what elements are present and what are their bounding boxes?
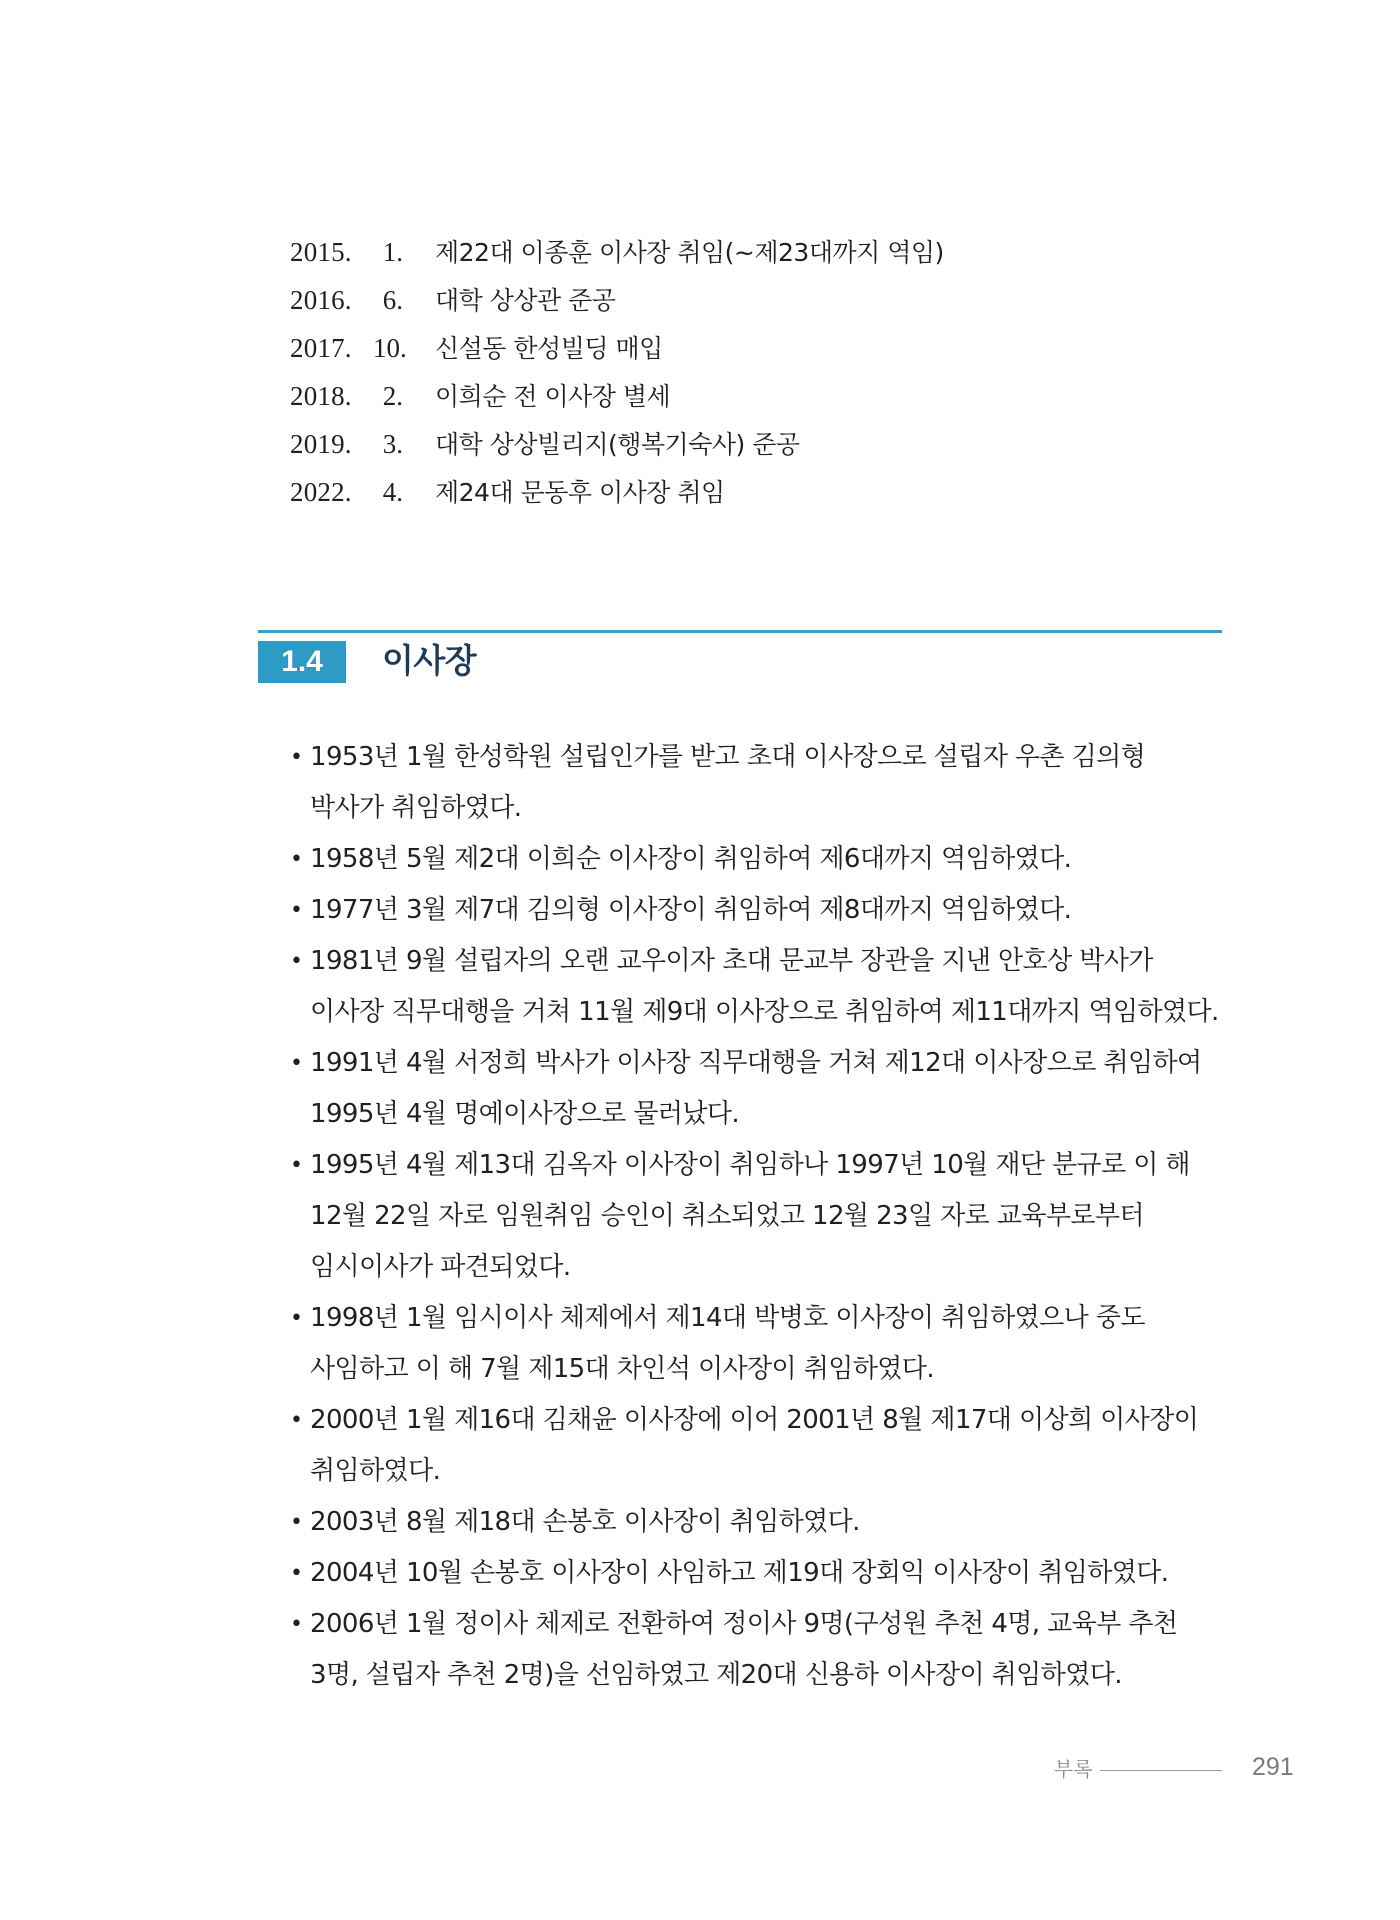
bullet-icon: • [290,1408,303,1433]
bullet-icon: • [290,745,303,770]
page-number: 291 [1252,1753,1294,1781]
bullet-list [290,732,1226,1701]
list-item-text: 1998년 1월 임시이사 체제에서 제14대 박병호 이사장이 취임하였으나 중도 사임하고 이 해 7월 제15대 차인석 이사장이 취임하였다. [310,1303,1145,1384]
list-item [290,1140,1226,1293]
timeline-row [290,468,1190,516]
timeline-row [290,324,1190,372]
bullet-icon: • [290,1612,303,1637]
bullet-icon: • [290,1051,303,1076]
timeline-row [290,372,1190,420]
timeline-row [290,276,1190,324]
timeline-month: 10. [373,333,407,363]
list-item-text: 2000년 1월 제16대 김채윤 이사장에 이어 2001년 8월 제17대 이상희 이사장이 취임하였다. [310,1405,1199,1486]
list-item-text: 2006년 1월 정이사 체제로 전환하여 정이사 9명(구성원 추천 4명, 교육부 추천 3명, 설립자 추천 2명)을 선임하였고 제20대 신용하 이사장이 취임하였다. [310,1609,1178,1690]
timeline-text: 제22대 이종훈 이사장 취임(~제23대까지 역임) [435,238,944,267]
bullet-icon: • [290,847,303,872]
bullet-icon: • [290,1306,303,1331]
list-item [290,1395,1226,1497]
timeline-row [290,420,1190,468]
section-title: 이사장 [382,641,477,680]
list-item [290,834,1226,885]
bullet-icon: • [290,1510,303,1535]
timeline-month: 2. [382,381,403,411]
bullet-icon: • [290,949,303,974]
list-item [290,732,1226,834]
timeline-year: 2016. [290,285,352,315]
footer-section-label: 부록 [1054,1757,1093,1781]
timeline-text: 이희순 전 이사장 별세 [435,382,671,411]
timeline-text: 제24대 문동후 이사장 취임 [435,478,725,507]
list-item-text: 1995년 4월 제13대 김옥자 이사장이 취임하나 1997년 10월 재단 분규로 이 해 12월 22일 자로 임원취임 승인이 취소되었고 12월 23일 자로 교육부로부터 임시이사가 파견되었다. [310,1150,1190,1282]
section-divider [258,630,1222,633]
list-item-text: 1991년 4월 서정희 박사가 이사장 직무대행을 거쳐 제12대 이사장으로 취임하여 1995년 4월 명예이사장으로 물러났다. [310,1048,1202,1129]
bullet-icon: • [290,898,303,923]
list-item [290,936,1226,1038]
list-item-text: 1958년 5월 제2대 이희순 이사장이 취임하여 제6대까지 역임하였다. [310,844,1072,874]
timeline-year: 2019. [290,429,352,459]
bullet-icon: • [290,1153,303,1178]
list-item [290,1497,1226,1548]
list-item [290,1548,1226,1599]
list-item-text: 2003년 8월 제18대 손봉호 이사장이 취임하였다. [310,1507,860,1537]
timeline-text: 대학 상상빌리지(행복기숙사) 준공 [435,430,800,459]
list-item-text: 1981년 9월 설립자의 오랜 교우이자 초대 문교부 장관을 지낸 안호상 박사가 이사장 직무대행을 거쳐 11월 제9대 이사장으로 취임하여 제11대까지 역임하였다. [310,946,1219,1027]
timeline-month: 1. [382,237,403,267]
list-item [290,1038,1226,1140]
timeline-year: 2022. [290,477,352,507]
timeline-year: 2017. [290,333,352,363]
list-item [290,1293,1226,1395]
list-item-text: 2004년 10월 손봉호 이사장이 사임하고 제19대 장회익 이사장이 취임하였다. [310,1558,1169,1588]
timeline-text: 신설동 한성빌딩 매입 [435,334,663,363]
list-item-text: 1953년 1월 한성학원 설립인가를 받고 초대 이사장으로 설립자 우촌 김의형 박사가 취임하였다. [310,742,1146,823]
list-item-text: 1977년 3월 제7대 김의형 이사장이 취임하여 제8대까지 역임하였다. [310,895,1072,925]
list-item [290,885,1226,936]
timeline [290,228,1190,516]
timeline-year: 2018. [290,381,352,411]
footer-divider [1100,1770,1222,1771]
section-number-badge: 1.4 [258,641,346,683]
timeline-month: 6. [382,285,403,315]
timeline-row [290,228,1190,276]
timeline-year: 2015. [290,237,352,267]
bullet-icon: • [290,1561,303,1586]
timeline-text: 대학 상상관 준공 [435,286,616,315]
timeline-month: 4. [382,477,403,507]
list-item [290,1599,1226,1701]
timeline-month: 3. [382,429,403,459]
